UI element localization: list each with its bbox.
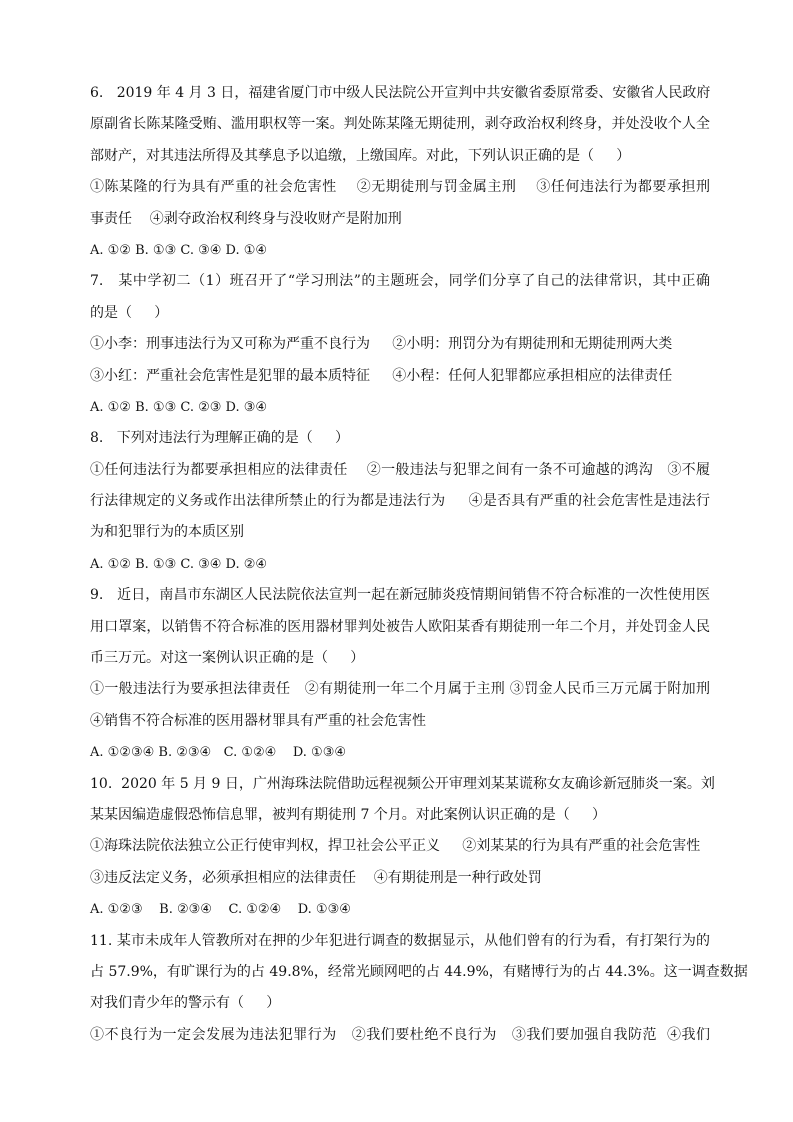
question-stem-line: 11. 某市未成年人管教所对在押的少年犯进行调查的数据显示，从他们曾有的行为看，有打架行为的 xyxy=(90,932,710,949)
statement-line: ①一般违法行为要承担法律责任 ②有期徒刑一年二个月属于主刑 ③罚金人民币三万元属于附加刑 xyxy=(90,681,710,698)
statement-line: ③小红：严重社会危害性是犯罪的最本质特征 ④小程：任何人犯罪都应承担相应的法律责任 xyxy=(90,367,673,384)
exam-page xyxy=(90,78,748,1051)
answer-options: A. ①② B. ①③ C. ②③ D. ③④ xyxy=(90,399,268,415)
question-stem-line: 对我们青少年的警示有（ ） xyxy=(90,995,281,1012)
question-stem-line: 8. 下列对违法行为理解正确的是（ ） xyxy=(90,430,349,447)
statement-line: ①海珠法院依法独立公正行使审判权，捍卫社会公平正义 ②刘某某的行为具有严重的社会危害性 xyxy=(90,838,701,855)
statement-line: 行法律规定的义务或作出法律所禁止的行为都是违法行为 ④是否具有严重的社会危害性是违法行 xyxy=(90,493,710,510)
statement-line: 为和犯罪行为的本质区别 xyxy=(90,524,244,541)
statement-line: ④销售不符合标准的医用器材罪具有严重的社会危害性 xyxy=(90,712,426,729)
question-11 xyxy=(90,926,748,1052)
question-stem-line: 币三万元。对这一案例认识正确的是（ ） xyxy=(90,650,365,667)
statement-line: ③违反法定义务，必须承担相应的法律责任 ④有期徒刑是一种行政处罚 xyxy=(90,869,542,886)
statement-line: 事责任 ④剥夺政治权利终身与没收财产是附加刑 xyxy=(90,210,402,227)
answer-options: A. ①② B. ①③ C. ③④ D. ②④ xyxy=(90,556,268,572)
question-8 xyxy=(90,423,710,580)
answer-options: A. ①② B. ①③ C. ③④ D. ①④ xyxy=(90,242,268,258)
question-stem-line: 某某因编造虚假恐怖信息罪，被判有期徒刑 7 个月。对此案例认识正确的是（ ） xyxy=(90,806,607,823)
answer-options: A. ①②③④ B. ②③④ C. ①②④ D. ①③④ xyxy=(90,745,347,761)
question-stem-line: 7. 某中学初二（1）班召开了“学习刑法”的主题班会，同学们分享了自己的法律常识，其中正确 xyxy=(90,273,710,290)
question-stem-line: 的是（ ） xyxy=(90,304,169,321)
question-stem-line: 原副省长陈某隆受贿、滥用职权等一案。判处陈某隆无期徒刑，剥夺政治权利终身，并处没收个人全 xyxy=(90,116,710,133)
question-7 xyxy=(90,266,710,423)
statement-line: ①不良行为一定会发展为违法犯罪行为 ②我们要杜绝不良行为 ③我们要加强自我防范 ④我们 xyxy=(90,1026,710,1043)
question-10 xyxy=(90,769,715,926)
statement-line: ①小李：刑事违法行为又可称为严重不良行为 ②小明：刑罚分为有期徒刑和无期徒刑两大类 xyxy=(90,336,673,353)
question-stem-line: 9. 近日，南昌市东湖区人民法院依法宣判一起在新冠肺炎疫情期间销售不符合标准的一次性使用医 xyxy=(90,587,710,604)
question-stem-line: 用口罩案，以销售不符合标准的医用器材罪判处被告人欧阳某香有期徒刑一年二个月，并处罚金人民 xyxy=(90,618,710,635)
question-stem-line: 6. 2019 年 4 月 3 日，福建省厦门市中级人民法院公开宣判中共安徽省委原常委、安徽省人民政府 xyxy=(90,85,711,101)
statement-line: ①任何违法行为都要承担相应的法律责任 ②一般违法与犯罪之间有一条不可逾越的鸿沟 ③不履 xyxy=(90,461,710,478)
statement-line: ①陈某隆的行为具有严重的社会危害性 ②无期徒刑与罚金属主刑 ③任何违法行为都要承担刑 xyxy=(90,179,710,196)
question-stem-line: 占 57.9%，有旷课行为的占 49.8%，经常光顾网吧的占 44.9%，有赌博行为的占 44.3%。这一调查数据 xyxy=(90,963,748,980)
question-6 xyxy=(90,78,710,266)
question-stem-line: 部财产，对其违法所得及其孳息予以追缴，上缴国库。对此，下列认识正确的是（ ） xyxy=(90,147,631,164)
question-stem-line: 10. 2020 年 5 月 9 日，广州海珠法院借助远程视频公开审理刘某某谎称女友确诊新冠肺炎一案。刘 xyxy=(90,775,715,792)
answer-options: A. ①②③ B. ②③④ C. ①②④ D. ①③④ xyxy=(90,902,351,918)
question-9 xyxy=(90,580,710,768)
